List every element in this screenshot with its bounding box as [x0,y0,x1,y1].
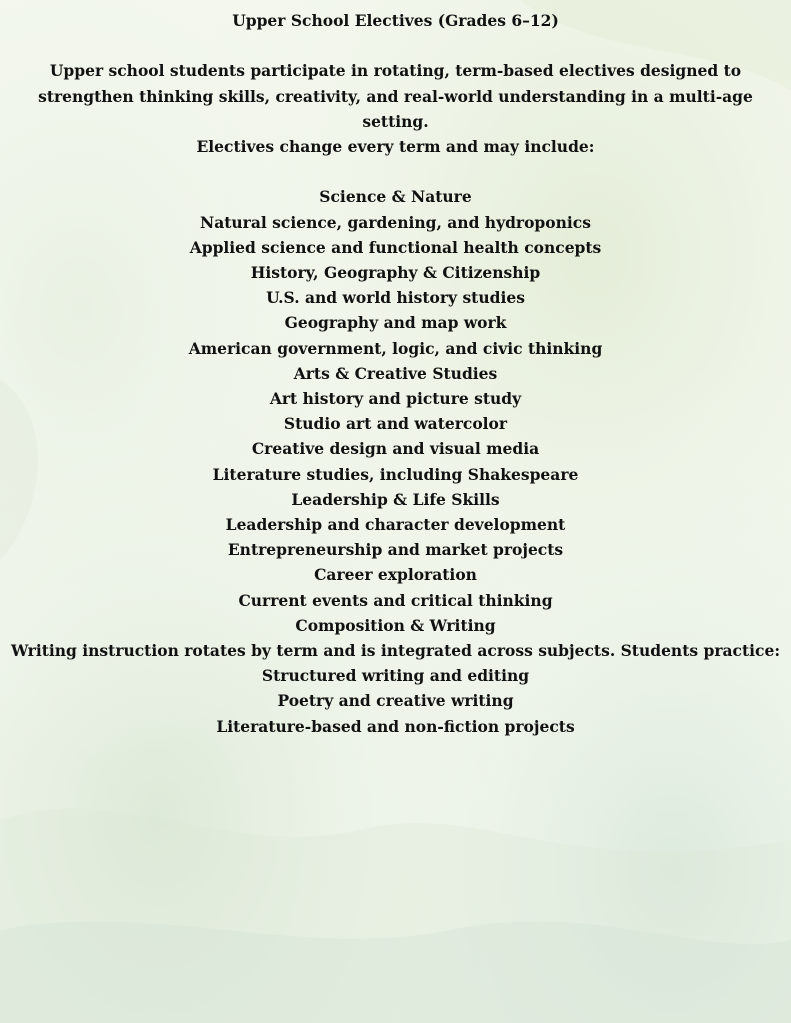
list-item: Poetry and creative writing [277,691,514,711]
list-item: Career exploration [314,565,477,585]
list-item: Studio art and watercolor [283,414,508,434]
list-item: U.S. and world history studies [266,288,525,308]
spacer [0,33,791,58]
section-heading-composition: Composition & Writing [295,615,496,635]
section-heading-leadership: Leadership & Life Skills [291,489,500,509]
section-heading-history: History, Geography & Citizenship [250,263,541,282]
intro-note: Electives change every term and may include: [196,137,595,156]
intro-paragraph: Upper school students participate in rotating, term-based electives designed to strengthen thinking skills, creativity, and real-world understanding in a multi-age setting. [38,61,753,131]
list-item: Geography and map work [284,313,507,333]
section-intro-composition: Writing instruction rotates by term and is integrated across subjects. Students practice: [10,641,781,661]
list-item: Art history and picture study [269,389,522,409]
spacer [0,159,791,184]
list-item: Entrepreneurship and market projects [227,540,564,560]
list-item: Literature studies, including Shakespeare [212,464,579,484]
list-item: Natural science, gardening, and hydroponics [200,212,591,232]
list-item: Literature-based and non-fiction projects [216,716,575,736]
list-item: American government, logic, and civic thinking [188,338,603,358]
list-item: Structured writing and editing [261,666,530,686]
list-item: Leadership and character development [225,515,566,535]
list-item: Current events and critical thinking [238,590,553,610]
page-title: Upper School Electives (Grades 6–12) [232,11,559,30]
list-item: Applied science and functional health concepts [189,237,602,257]
list-item: Creative design and visual media [251,439,540,459]
section-heading-arts: Arts & Creative Studies [293,363,498,383]
section-heading-science: Science & Nature [319,187,472,207]
